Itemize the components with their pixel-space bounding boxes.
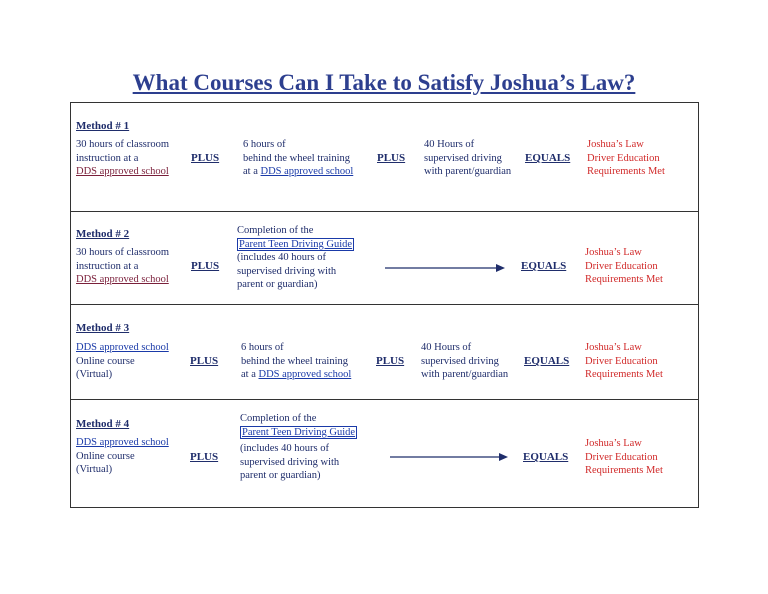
- equals-operator: EQUALS: [525, 152, 571, 164]
- result-text: Joshua’s Law Driver Education Requirements Met: [585, 438, 663, 476]
- result-text: Joshua’s Law Driver Education Requirements Met: [585, 247, 663, 285]
- equals-operator: EQUALS: [523, 451, 569, 463]
- arrow-right-icon: [389, 451, 509, 463]
- plus-operator: PLUS: [190, 451, 219, 463]
- result-text: Joshua’s Law Driver Education Requirements Met: [585, 342, 663, 380]
- method-requirement-3: 40 Hours of supervised driving with parent/guardian: [421, 342, 509, 380]
- method-requirement-2: Completion of the Parent Teen Driving Guide (includes 40 hours of supervised driving with parent or guardian): [240, 413, 356, 481]
- method-label: Method # 1: [76, 120, 130, 132]
- method-row-2: [71, 212, 698, 305]
- plus-operator: PLUS: [376, 355, 405, 367]
- method-requirement-1: DDS approved school Online course (Virtual): [76, 342, 169, 380]
- result-text: Joshua’s Law Driver Education Requirements Met: [587, 139, 665, 177]
- method-row-1: [71, 103, 698, 212]
- method-row-3: [71, 305, 698, 400]
- dds-approved-school-link[interactable]: DDS approved school: [76, 166, 169, 177]
- method-requirement-1: DDS approved school Online course (Virtual): [76, 437, 169, 475]
- method-requirement-1: 30 hours of classroom instruction at a DDS approved school: [76, 247, 170, 285]
- method-row-4: [71, 400, 698, 507]
- equals-operator: EQUALS: [521, 260, 567, 272]
- plus-operator: PLUS: [377, 152, 406, 164]
- dds-approved-school-link[interactable]: DDS approved school: [76, 342, 169, 353]
- method-label: Method # 4: [76, 418, 130, 430]
- methods-table: [70, 102, 699, 508]
- plus-operator: PLUS: [191, 260, 220, 272]
- method-requirement-1: 30 hours of classroom instruction at a DDS approved school: [76, 139, 170, 177]
- method-requirement-2: Completion of the Parent Teen Driving Guide (includes 40 hours of supervised driving with parent or guardian): [237, 225, 353, 290]
- method-label: Method # 2: [76, 228, 130, 240]
- plus-operator: PLUS: [190, 355, 219, 367]
- method-label: Method # 3: [76, 322, 130, 334]
- dds-approved-school-link[interactable]: DDS approved school: [76, 274, 169, 285]
- method-requirement-2: 6 hours of behind the wheel training at a DDS approved school: [243, 139, 354, 177]
- dds-approved-school-link[interactable]: DDS approved school: [258, 369, 352, 380]
- method-requirement-2: 6 hours of behind the wheel training at a DDS approved school: [241, 342, 352, 380]
- dds-approved-school-link[interactable]: DDS approved school: [260, 166, 354, 177]
- equals-operator: EQUALS: [524, 355, 570, 367]
- dds-approved-school-link[interactable]: DDS approved school: [76, 437, 169, 448]
- parent-teen-driving-guide-link[interactable]: Parent Teen Driving Guide: [242, 426, 356, 438]
- plus-operator: PLUS: [191, 152, 220, 164]
- method-requirement-3: 40 Hours of supervised driving with parent/guardian: [424, 139, 512, 177]
- arrow-right-icon: [384, 262, 506, 274]
- page-title: What Courses Can I Take to Satisfy Joshua’s Law?: [132, 70, 636, 95]
- parent-teen-driving-guide-link[interactable]: Parent Teen Driving Guide: [239, 238, 353, 250]
